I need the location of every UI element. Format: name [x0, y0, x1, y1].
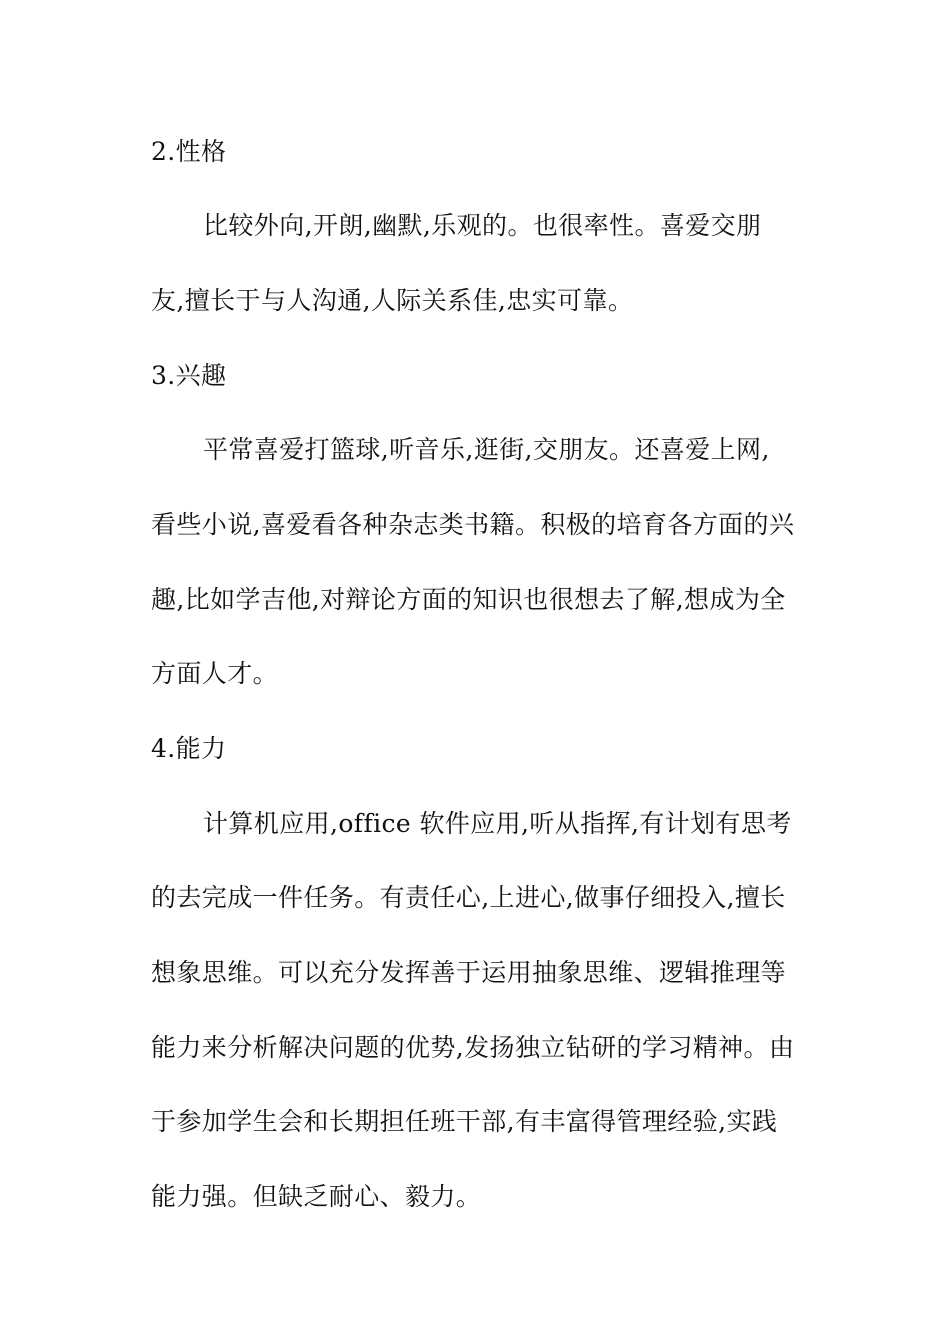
paragraph-line: 能力强。但缺乏耐心、毅力。 — [151, 1182, 482, 1211]
section-heading-personality: 2.性格 — [151, 137, 227, 166]
paragraph-line: 趣,比如学吉他,对辩论方面的知识也很想去了解,想成为全 — [151, 585, 786, 614]
paragraph-line: 平常喜爱打篮球,听音乐,逛街,交朋友。还喜爱上网, — [203, 435, 770, 464]
section-heading-interests: 3.兴趣 — [151, 361, 227, 390]
paragraph-line: 方面人才。 — [151, 659, 279, 688]
section-heading-abilities: 4.能力 — [151, 734, 227, 763]
paragraph-line: 的去完成一件任务。有责任心,上进心,做事仔细投入,擅长 — [151, 883, 786, 912]
paragraph-line: 能力来分析解决问题的优势,发扬独立钻研的学习精神。由 — [151, 1033, 795, 1062]
paragraph-line: 计算机应用,office 软件应用,听从指挥,有计划有思考 — [203, 809, 792, 838]
paragraph-line: 看些小说,喜爱看各种杂志类书籍。积极的培育各方面的兴 — [151, 510, 795, 539]
paragraph-line: 比较外向,开朗,幽默,乐观的。也很率性。喜爱交朋 — [203, 211, 762, 240]
paragraph-line: 于参加学生会和长期担任班干部,有丰富得管理经验,实践 — [151, 1107, 778, 1136]
paragraph-line: 想象思维。可以充分发挥善于运用抽象思维、逻辑推理等 — [151, 958, 787, 987]
paragraph-line: 友,擅长于与人沟通,人际关系佳,忠实可靠。 — [151, 286, 634, 315]
